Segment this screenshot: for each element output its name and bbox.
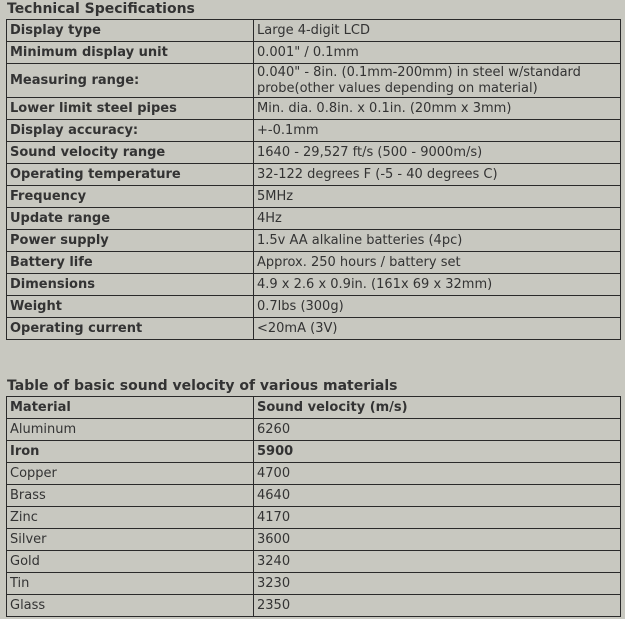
table-row	[7, 274, 621, 296]
table-row	[7, 42, 621, 64]
table-row	[7, 551, 621, 573]
table-row	[7, 98, 621, 120]
table-row	[7, 296, 621, 318]
specs-table	[6, 19, 621, 340]
table-row	[7, 595, 621, 617]
spec-label: Display accuracy:	[7, 120, 254, 142]
spec-value: <20mA (3V)	[254, 318, 621, 340]
material-name: Silver	[7, 529, 254, 551]
spec-value: 0.001" / 0.1mm	[254, 42, 621, 64]
table-row	[7, 529, 621, 551]
material-name: Aluminum	[7, 419, 254, 441]
spec-label: Display type	[7, 20, 254, 42]
table-row	[7, 208, 621, 230]
spec-value: 4Hz	[254, 208, 621, 230]
spec-label: Operating current	[7, 318, 254, 340]
table-row	[7, 164, 621, 186]
spec-value: Approx. 250 hours / battery set	[254, 252, 621, 274]
velocity-title: Table of basic sound velocity of various materials	[7, 378, 398, 394]
velocity-value: 2350	[254, 595, 621, 617]
table-row	[7, 463, 621, 485]
table-row	[7, 64, 621, 98]
column-header-velocity: Sound velocity (m/s)	[254, 397, 621, 419]
velocity-value: 3240	[254, 551, 621, 573]
spec-value: 1640 - 29,527 ft/s (500 - 9000m/s)	[254, 142, 621, 164]
spec-value: 0.7lbs (300g)	[254, 296, 621, 318]
column-header-material: Material	[7, 397, 254, 419]
table-header-row	[7, 397, 621, 419]
velocity-value: 4700	[254, 463, 621, 485]
table-row	[7, 230, 621, 252]
spec-value: Large 4-digit LCD	[254, 20, 621, 42]
spec-label: Sound velocity range	[7, 142, 254, 164]
velocity-value: 4640	[254, 485, 621, 507]
table-row	[7, 485, 621, 507]
specs-title: Technical Specifications	[7, 1, 195, 17]
table-row	[7, 441, 621, 463]
material-name: Brass	[7, 485, 254, 507]
table-row	[7, 507, 621, 529]
velocity-value: 3600	[254, 529, 621, 551]
velocity-value: 3230	[254, 573, 621, 595]
material-name: Glass	[7, 595, 254, 617]
spec-label: Battery life	[7, 252, 254, 274]
table-row	[7, 120, 621, 142]
table-row	[7, 142, 621, 164]
table-row	[7, 573, 621, 595]
material-name: Iron	[7, 441, 254, 463]
material-name: Gold	[7, 551, 254, 573]
spec-value: 4.9 x 2.6 x 0.9in. (161x 69 x 32mm)	[254, 274, 621, 296]
spec-value: 32-122 degrees F (-5 - 40 degrees C)	[254, 164, 621, 186]
spec-label: Operating temperature	[7, 164, 254, 186]
spec-value: +-0.1mm	[254, 120, 621, 142]
spec-label: Power supply	[7, 230, 254, 252]
spec-label: Weight	[7, 296, 254, 318]
table-row	[7, 419, 621, 441]
spec-label: Frequency	[7, 186, 254, 208]
material-name: Zinc	[7, 507, 254, 529]
velocity-value: 4170	[254, 507, 621, 529]
table-row	[7, 252, 621, 274]
spec-label: Update range	[7, 208, 254, 230]
table-row	[7, 318, 621, 340]
velocity-value: 6260	[254, 419, 621, 441]
spec-value: Min. dia. 0.8in. x 0.1in. (20mm x 3mm)	[254, 98, 621, 120]
spec-value: 5MHz	[254, 186, 621, 208]
spec-value: 1.5v AA alkaline batteries (4pc)	[254, 230, 621, 252]
material-name: Copper	[7, 463, 254, 485]
spec-value: 0.040" - 8in. (0.1mm-200mm) in steel w/standard probe(other values depending on material)	[254, 64, 621, 98]
velocity-value: 5900	[254, 441, 621, 463]
spec-label: Dimensions	[7, 274, 254, 296]
velocity-table	[6, 396, 621, 617]
table-row	[7, 186, 621, 208]
spec-label: Minimum display unit	[7, 42, 254, 64]
spec-label: Lower limit steel pipes	[7, 98, 254, 120]
spec-label: Measuring range:	[7, 64, 254, 98]
material-name: Tin	[7, 573, 254, 595]
table-row	[7, 20, 621, 42]
